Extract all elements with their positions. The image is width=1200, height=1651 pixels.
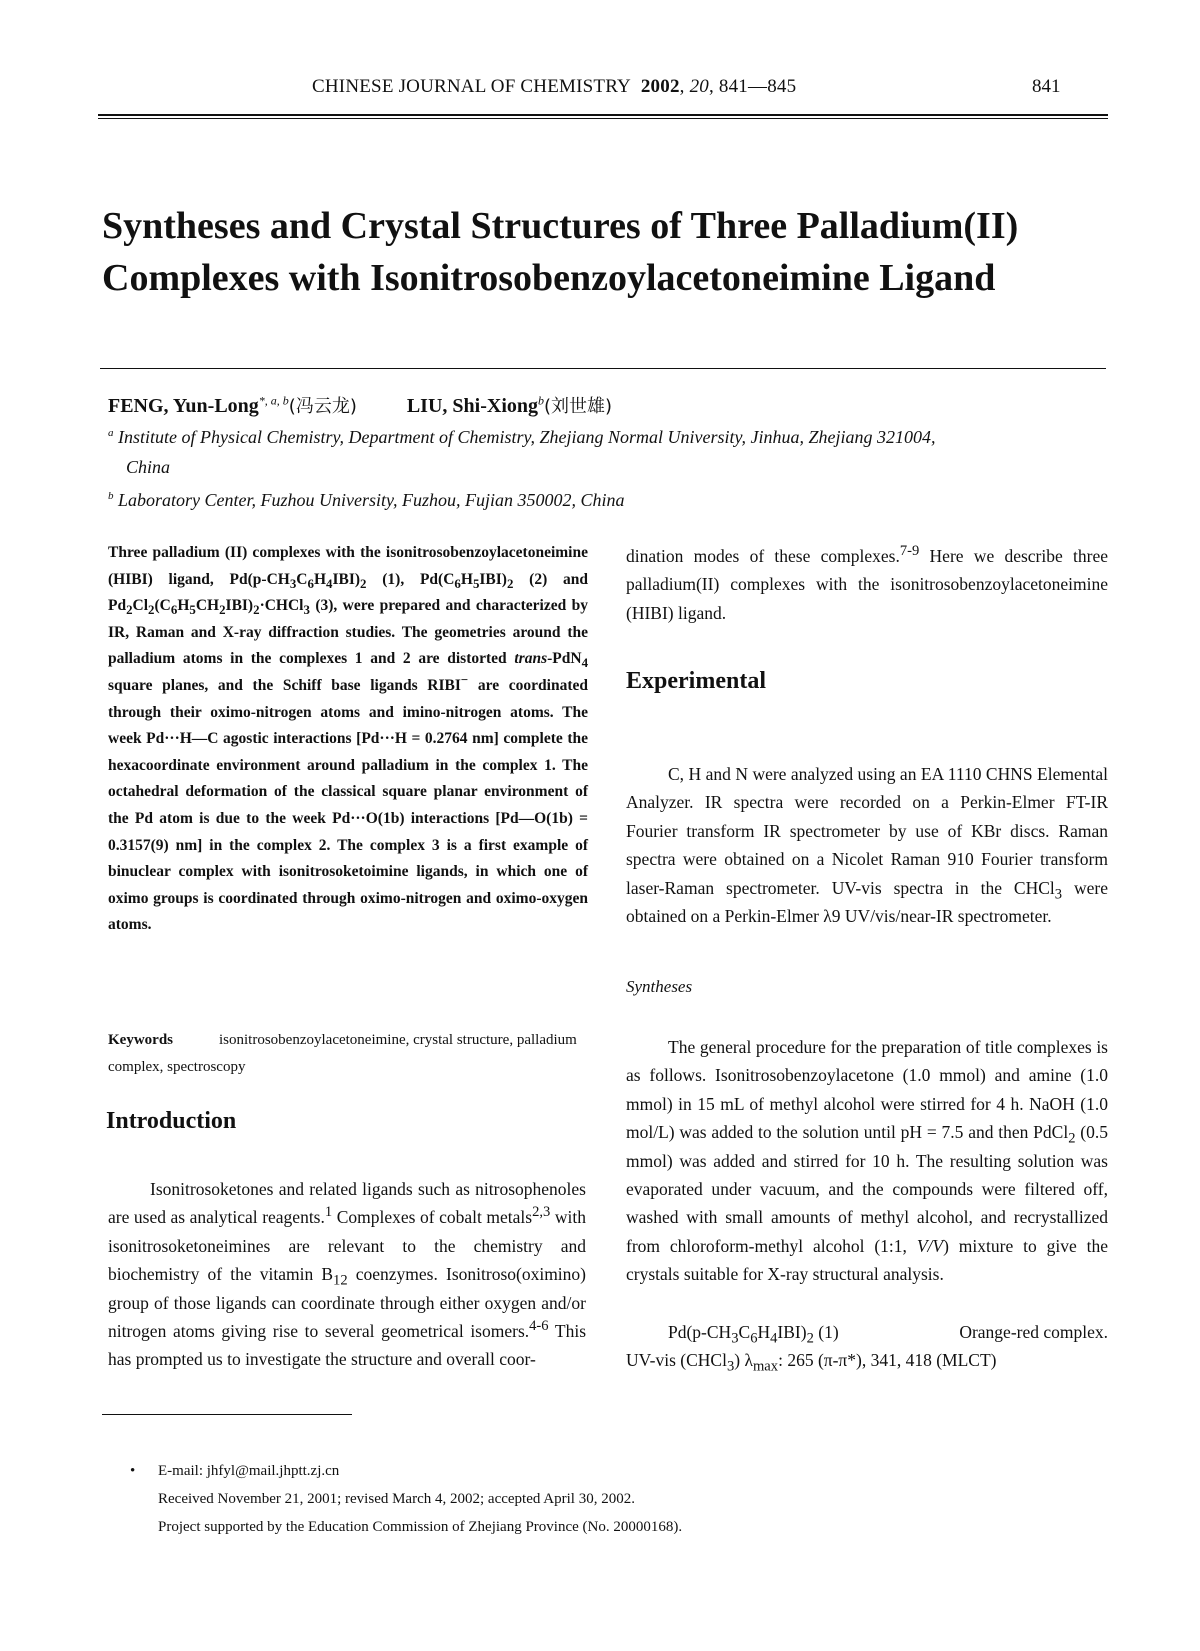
- compound-1-uv: UV-vis (CHCl$_3$) $\lambda_{max}$: 265 (π-π*), 341, 418 (MLCT): [626, 1350, 997, 1375]
- syntheses-paragraph: The general procedure for the preparation of title complexes is as follows. Isonitrosobenzoylacetone (1.0 mmol) and amine (1.0 mmol) in 15 mL of methyl alcohol were stirred for 4 h. NaOH (1.0 mol/L) was added to the solution until pH = 7.5 and then PdCl$_2$ (0.5 mmol) was added and stirred for 10 h. The resulting solution was evaporated under vacuum, and the compounds were filtered off, washed with small amounts of methyl alcohol, and recrystallized from chloroform-methyl alcohol (1:1, V/V) mixture to give the crystals suitable for X-ray structural analysis.: [626, 1037, 1109, 1285]
- intro-paragraph: Isonitrosoketones and related ligands such as nitrosophenoles are used as analytical reagents.$^1$ Complexes of cobalt metals$^{2,3}$ with isonitrosoketoneimines are relevant to the chemistry and biochemistry of the vitamin $B_{12}$ coenzymes. Isonitroso(oximino) group of those ligands can coordinate through either oxygen and/or nitrogen atoms giving rise to several geometrical isomers.$^{4-6}$ This has prompted us to investigate the structure and overall coor-: [108, 1179, 587, 1370]
- footnote-bullet: •: [130, 1463, 136, 1479]
- aff-a-line1: Institute of Physical Chemistry, Department of Chemistry, Zhejiang Normal University, Jinhua, Zhejiang 321004,: [118, 427, 936, 447]
- title-line-2: Complexes with Isonitrosobenzoylacetoneimine Ligand: [102, 257, 996, 299]
- author-2-marks: b: [538, 393, 544, 408]
- aff-a-mark: a: [108, 427, 114, 439]
- footnote-rule: [102, 1414, 352, 1415]
- author-2: LIU, Shi-Xiong: [406, 395, 538, 417]
- author-1-marks: *, a, b: [258, 393, 289, 408]
- aff-a-line2: China: [126, 457, 171, 477]
- page-number: 841: [1032, 76, 1061, 97]
- compound-1-entry: [626, 1318, 1108, 1375]
- running-head: [0, 72, 1200, 112]
- journal-citation: CHINESE JOURNAL OF CHEMISTRY 2002, 20, 841—845: [312, 76, 797, 97]
- footnote-project: Project supported by the Education Commission of Zhejiang Province (No. 20000168).: [158, 1519, 683, 1535]
- footnote-email: E-mail: jhfyl@mail.jhptt.zj.cn: [158, 1463, 340, 1479]
- header-rule-thick: [98, 114, 1108, 116]
- aff-b-line: Laboratory Center, Fuzhou University, Fuzhou, Fujian 350002, China: [118, 490, 625, 510]
- experimental-heading: Experimental: [626, 668, 766, 694]
- intro-heading: Introduction: [106, 1108, 237, 1134]
- affiliation-b: [108, 485, 625, 515]
- footnotes: [158, 1457, 682, 1541]
- author-line: [108, 392, 612, 418]
- title-rule: [100, 368, 1106, 369]
- keywords-label: Keywords: [108, 1032, 173, 1048]
- author-2-chinese: (刘世雄): [544, 396, 613, 417]
- compound-1-title: $Pd(p-CH_3C_6H_4IBI)_2$ (1) Orange-red complex.: [626, 1318, 1108, 1346]
- title-line-1: Syntheses and Crystal Structures of Three Palladium(II): [102, 205, 1019, 247]
- intro-continuation: dination modes of these complexes.$^{7-9}$ Here we describe three palladium(II) complexes with the isonitrosobenzoylacetoneimine (HIBI) ligand.: [626, 543, 1109, 623]
- footnote-received: Received November 21, 2001; revised March 4, 2002; accepted April 30, 2002.: [158, 1491, 635, 1507]
- abstract: Three palladium (II) complexes with the isonitrosobenzoylacetoneimine (HIBI) ligand, $Pd(p-CH_3C_6H_4IBI)_2$ (1), $Pd(C_6H_5IBI)_2$ (2) and $Pd_2Cl_2(C_6H_5CH_2IBI)_2\cdot CHCl_3$ (3), were prepared and characterized by IR, Raman and X-ray diffraction studies. The geometries around the palladium atoms in the complexes 1 and 2 are distorted trans-PdN$_4$ square planes, and the Schiff base ligands RIBI− are coordinated through their oximo-nitrogen atoms and imino-nitrogen atoms. The week Pd···H—C agostic interactions [Pd···H = 0.2764 nm] complete the hexacoordinate environment around palladium in the complex 1. The octahedral deformation of the classical square planar environment of the Pd atom is due to the week Pd···O(1b) interactions [Pd—O(1b) = 0.3157(9) nm] in the complex 2. The complex 3 is a first example of binuclear complex with isonitrosoketoimine ligands, in which one of oximo groups is coordinated through oximo-nitrogen and oximo-oxygen atoms.: [108, 544, 589, 934]
- experimental-paragraph: C, H and N were analyzed using an EA 1110 CHNS Elemental Analyzer. IR spectra were recorded on a Perkin-Elmer FT-IR Fourier transform IR spectrometer by use of KBr discs. Raman spectra were obtained on a Nicolet Raman 910 Fourier transform laser-Raman spectrometer. UV-vis spectra in the CHCl$_3$ were obtained on a Perkin-Elmer λ9 UV/vis/near-IR spectrometer.: [626, 764, 1108, 927]
- affiliation-a: [108, 422, 935, 482]
- header-rule-thin: [98, 118, 1108, 119]
- compound-1-description: Orange-red complex.: [959, 1322, 1108, 1342]
- author-1: FENG, Yun-Long: [108, 395, 259, 417]
- aff-b-mark: b: [108, 490, 114, 502]
- keywords: [108, 1027, 588, 1081]
- author-1-chinese: (冯云龙): [288, 396, 357, 417]
- syntheses-heading: Syntheses: [626, 977, 693, 996]
- keywords-text: isonitrosobenzoylacetoneimine, crystal structure, palladium complex, spectroscopy: [108, 1032, 577, 1075]
- article-title: [102, 200, 1102, 304]
